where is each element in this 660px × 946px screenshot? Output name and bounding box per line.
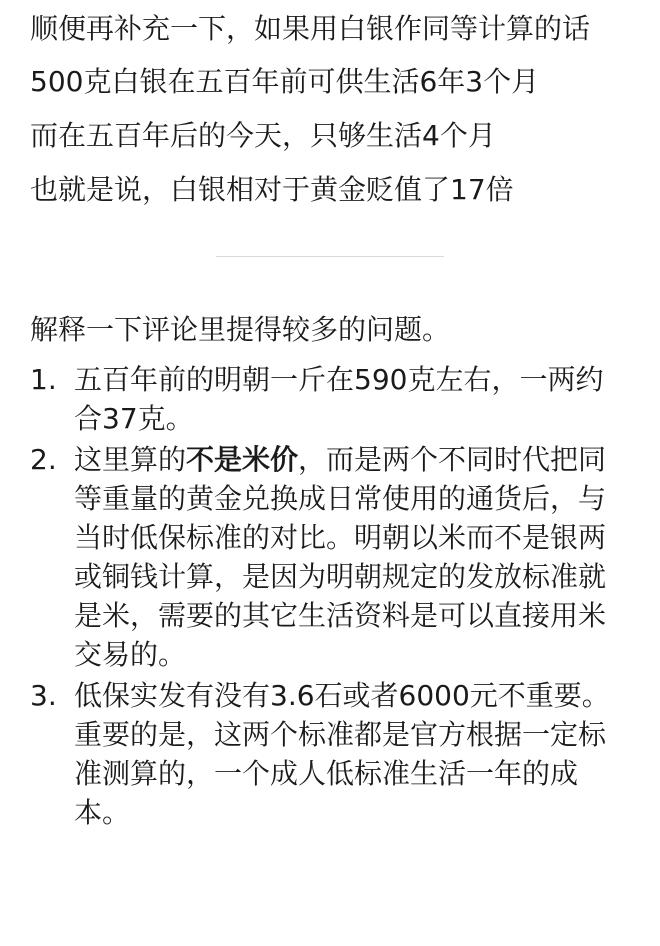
list-item-text: 低保实发有没有3.6石或者6000元不重要。重要的是，这两个标准都是官方根据一定标准测算的，一个成人低标准生活一年的成本。 — [74, 679, 610, 829]
list-item — [30, 360, 630, 438]
list-item — [30, 440, 630, 674]
list-number: 1. — [30, 363, 57, 396]
silver-line-2: 而在五百年后的今天，只够生活4个月 — [30, 119, 496, 152]
list-number: 2. — [30, 443, 57, 476]
list-item-text-pre: 这里算的 — [74, 443, 187, 476]
section-divider — [216, 256, 444, 257]
list-item-text-post: ，而是两个不同时代把同等重量的黄金兑换成日常使用的通货后，与当时低保标准的对比。明朝以米而不是银两或铜钱计算，是因为明朝规定的发放标准就是米，需要的其它生活资料是可以直接用米交易的。 — [74, 443, 607, 671]
silver-line-1: 500克白银在五百年前可供生活6年3个月 — [30, 65, 540, 98]
silver-line-3: 也就是说，白银相对于黄金贬值了17倍 — [30, 173, 514, 206]
list-number: 3. — [30, 679, 57, 712]
intro-paragraph: 顺便再补充一下，如果用白银作同等计算的话 — [30, 12, 591, 45]
list-item — [30, 676, 630, 832]
list-item-text: 五百年前的明朝一斤在590克左右，一两约合37克。 — [74, 363, 604, 435]
explanation-list — [30, 360, 630, 832]
explanation-lead: 解释一下评论里提得较多的问题。 — [30, 313, 451, 346]
list-item-bold-text: 不是米价 — [186, 443, 299, 476]
